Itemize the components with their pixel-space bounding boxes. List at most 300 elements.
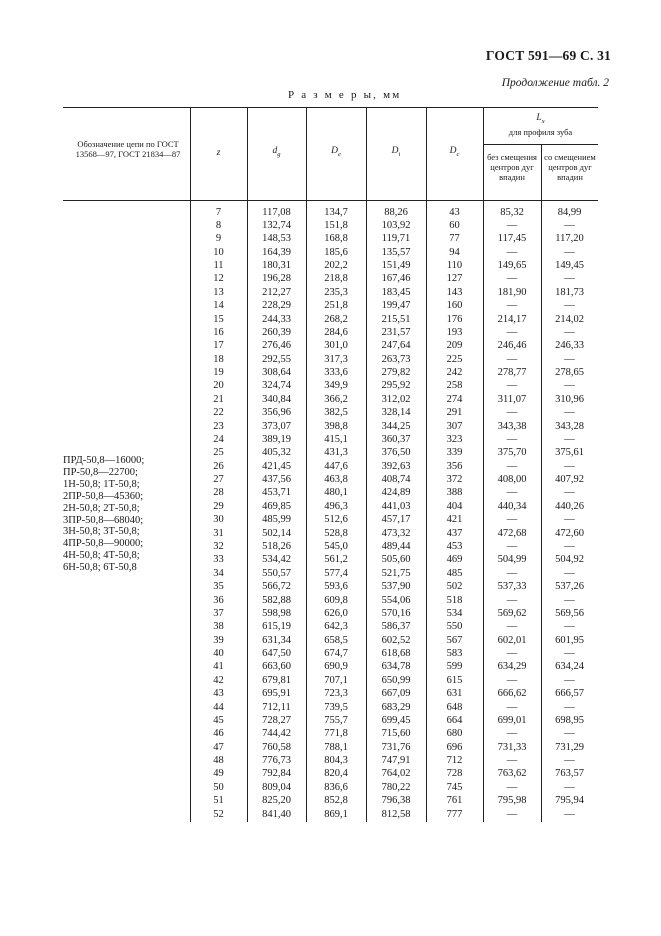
cell-Di: 263,73 [381, 353, 411, 365]
cell-Di: 489,44 [381, 541, 411, 552]
cell-Di: 312,02 [381, 393, 411, 405]
cell-lx-no-shift: — [506, 648, 518, 660]
cell-Di: 457,17 [381, 514, 411, 526]
cell-lx-no-shift: 440,34 [497, 500, 527, 512]
cell-Dc: 225 [446, 353, 463, 365]
cell-lx-shift: — [564, 781, 575, 793]
cell-d: 582,88 [262, 594, 291, 606]
cell-Dc: 291 [446, 407, 463, 419]
designation-line: 4ПР-50,8—90000; [63, 538, 144, 550]
cell-Di: 135,57 [381, 246, 411, 258]
cell-De: 869,1 [324, 808, 348, 820]
cell-lx-no-shift: — [506, 273, 518, 285]
cell-Dc: 777 [446, 808, 463, 820]
cell-lx-shift: — [564, 487, 575, 499]
cell-d: 308,64 [262, 367, 291, 379]
cell-lx-shift: — [564, 326, 575, 338]
cell-lx-shift: — [564, 460, 575, 472]
cell-z: 32 [213, 541, 224, 552]
cell-d: 792,84 [262, 768, 291, 780]
cell-lx-shift: — [564, 300, 575, 312]
cell-lx-shift: 214,02 [555, 313, 584, 325]
cell-lx-no-shift: 602,01 [497, 634, 527, 646]
cell-lx-shift: 246,33 [555, 340, 584, 352]
cell-z: 31 [213, 527, 224, 539]
cell-d: 728,27 [262, 714, 291, 726]
cell-d: 518,26 [262, 541, 291, 552]
cell-d: 744,42 [262, 728, 291, 740]
cell-De: 185,6 [324, 246, 348, 258]
cell-Di: 231,57 [381, 326, 411, 338]
cell-Di: 650,99 [381, 674, 411, 686]
cell-Dc: 127 [446, 273, 463, 285]
cell-De: 202,2 [324, 260, 348, 272]
cell-Di: 505,60 [381, 554, 411, 566]
cell-De: 463,8 [324, 474, 348, 486]
cell-Dc: 176 [446, 313, 463, 325]
cell-Di: 328,14 [381, 407, 411, 419]
cell-Di: 103,92 [381, 219, 411, 231]
cell-lx-no-shift: 278,77 [497, 367, 527, 379]
cell-z: 33 [213, 554, 224, 566]
cell-Di: 602,52 [381, 634, 411, 646]
cell-lx-no-shift: — [506, 433, 518, 445]
cell-z: 26 [213, 460, 224, 472]
cell-lx-no-shift: — [506, 246, 518, 258]
cell-lx-shift: 698,95 [555, 714, 584, 726]
cell-De: 577,4 [324, 567, 348, 579]
header-De: $D_e$ [331, 146, 341, 158]
cell-lx-no-shift: — [506, 460, 518, 472]
cell-Dc: 274 [446, 393, 463, 405]
cell-lx-shift: — [564, 380, 575, 392]
designation-line: 6Н-50,8; 6Т-50,8 [63, 562, 137, 574]
cell-De: 658,5 [324, 634, 348, 646]
cell-d: 164,39 [262, 246, 291, 258]
designation-line: 1Н-50,8; 1Т-50,8; [63, 478, 140, 490]
cell-Di: 295,92 [381, 380, 411, 392]
designation-line: 2Н-50,8; 2Т-50,8; [63, 502, 140, 514]
cell-lx-shift: 181,73 [555, 286, 584, 298]
cell-De: 268,2 [324, 313, 348, 325]
cell-d: 260,39 [262, 326, 291, 338]
cell-Dc: 356 [446, 460, 463, 472]
cell-Di: 683,29 [381, 701, 411, 713]
cell-lx-shift: — [564, 728, 575, 740]
cell-d: 292,55 [262, 353, 291, 365]
cell-Di: 731,76 [381, 741, 411, 753]
cell-lx-no-shift: — [506, 594, 518, 606]
cell-De: 301,0 [324, 340, 348, 352]
header-no-shift: без смещения центров дуг впадин [487, 152, 537, 182]
cell-De: 496,3 [324, 500, 348, 512]
cell-De: 820,4 [324, 768, 348, 780]
cell-z: 12 [213, 273, 224, 285]
cell-Dc: 437 [446, 527, 463, 539]
cell-lx-shift: — [564, 594, 575, 606]
cell-lx-no-shift: 666,62 [497, 688, 527, 700]
header-Lx: $L_x$ [536, 113, 545, 125]
cell-d: 148,53 [262, 233, 291, 245]
cell-De: 804,3 [324, 755, 348, 767]
cell-lx-no-shift: 795,98 [497, 795, 527, 807]
cell-d: 502,14 [262, 527, 291, 539]
designation-line: ПРД-50,8—16000; [63, 455, 145, 466]
cell-lx-shift: — [564, 514, 575, 526]
cell-d: 437,56 [262, 474, 291, 486]
cell-lx-shift: 343,28 [555, 420, 584, 432]
cell-De: 349,9 [324, 380, 348, 392]
cell-d: 324,74 [262, 380, 291, 392]
cell-z: 21 [213, 393, 224, 405]
cell-lx-shift: 149,45 [555, 260, 584, 272]
cell-lx-shift: 278,65 [555, 367, 584, 379]
cell-z: 10 [213, 246, 224, 258]
cell-lx-shift: 375,61 [555, 447, 584, 459]
cell-Dc: 209 [446, 340, 463, 352]
cell-lx-no-shift: — [506, 755, 518, 767]
cell-Di: 279,82 [381, 367, 411, 379]
header-z: z [216, 148, 221, 158]
cell-De: 415,1 [324, 433, 348, 445]
cell-De: 235,3 [324, 286, 348, 298]
cell-z: 30 [213, 514, 224, 526]
cell-d: 405,32 [262, 447, 291, 459]
cell-Dc: 110 [446, 260, 463, 272]
table-header-rule [63, 200, 598, 201]
cell-Dc: 307 [446, 420, 463, 432]
cell-Di: 747,91 [381, 755, 411, 767]
cell-lx-no-shift: — [506, 541, 518, 552]
cell-De: 739,5 [324, 701, 348, 713]
cell-lx-no-shift: — [506, 514, 518, 526]
cell-Dc: 631 [446, 688, 463, 700]
cell-Dc: 550 [446, 621, 463, 633]
cell-Dc: 193 [446, 326, 463, 338]
standard-code: ГОСТ 591—69 С. 31 [485, 48, 611, 63]
cell-z: 35 [213, 581, 224, 593]
cell-lx-no-shift: — [506, 701, 518, 713]
cell-lx-no-shift: — [506, 353, 518, 365]
cell-z: 34 [213, 567, 224, 579]
cell-z: 24 [213, 433, 224, 445]
cell-z: 45 [213, 714, 224, 726]
cell-De: 852,8 [324, 795, 348, 807]
cell-Dc: 680 [446, 728, 463, 740]
cell-d: 485,99 [262, 514, 291, 526]
cell-lx-shift: 731,29 [555, 741, 584, 753]
cell-d: 615,19 [262, 621, 291, 633]
table-top-rule [63, 107, 598, 108]
cell-Di: 586,37 [381, 621, 411, 633]
cell-De: 284,6 [324, 326, 348, 338]
cell-z: 16 [213, 326, 224, 338]
cell-lx-shift: — [564, 246, 575, 258]
cell-Di: 634,78 [381, 661, 411, 673]
cell-d: 760,58 [262, 741, 291, 753]
cell-lx-no-shift: 311,07 [497, 393, 527, 405]
cell-d: 598,98 [262, 607, 291, 619]
cell-z: 22 [213, 407, 224, 419]
cell-z: 40 [213, 648, 224, 660]
cell-lx-no-shift: 214,17 [497, 313, 527, 325]
cell-De: 168,8 [324, 233, 348, 245]
cell-z: 27 [213, 474, 224, 486]
cell-lx-shift: 472,60 [555, 527, 584, 539]
cell-z: 43 [213, 688, 224, 700]
cell-d: 550,57 [262, 567, 291, 579]
cell-De: 218,8 [324, 273, 348, 285]
cell-d: 809,04 [262, 781, 291, 793]
cell-lx-shift: 117,20 [555, 233, 584, 245]
cell-z: 18 [213, 353, 224, 365]
cell-De: 642,3 [324, 621, 348, 633]
cell-z: 29 [213, 500, 224, 512]
cell-Dc: 258 [446, 380, 463, 392]
cell-De: 690,9 [324, 661, 348, 673]
cell-d: 453,71 [262, 487, 291, 499]
cell-lx-shift: 407,92 [555, 474, 584, 486]
cell-z: 7 [215, 206, 222, 218]
cell-Di: 570,16 [381, 607, 411, 619]
cell-lx-shift: — [564, 407, 575, 419]
cell-Di: 408,74 [381, 474, 411, 486]
cell-Di: 699,45 [381, 714, 411, 726]
cell-Dc: 583 [446, 648, 463, 660]
cell-lx-shift: — [564, 755, 575, 767]
cell-De: 771,8 [324, 728, 348, 740]
cell-lx-no-shift: — [506, 407, 518, 419]
cell-z: 36 [213, 594, 224, 606]
cell-lx-no-shift: 246,46 [497, 340, 527, 352]
cell-lx-no-shift: 149,65 [497, 260, 527, 272]
cell-Di: 812,58 [381, 808, 411, 820]
cell-z: 25 [213, 447, 224, 459]
cell-z: 17 [213, 340, 224, 352]
cell-z: 44 [213, 701, 224, 713]
cell-lx-shift: 634,24 [555, 661, 584, 673]
cell-lx-no-shift: 731,33 [497, 741, 527, 753]
cell-De: 545,0 [324, 541, 348, 552]
cell-d: 663,60 [262, 661, 291, 673]
cell-lx-shift: — [564, 621, 575, 633]
cell-d: 647,50 [262, 648, 291, 660]
cell-lx-no-shift: 634,29 [497, 661, 527, 673]
cell-Di: 796,38 [381, 795, 411, 807]
cell-De: 561,2 [324, 554, 348, 566]
cell-Dc: 615 [446, 674, 463, 686]
cell-lx-no-shift: — [506, 728, 518, 740]
cell-Di: 167,46 [381, 273, 411, 285]
cell-Di: 119,71 [381, 233, 411, 245]
cell-De: 382,5 [324, 407, 348, 419]
designation-line: 3Н-50,8; 3Т-50,8; [63, 526, 140, 538]
cell-lx-no-shift: — [506, 781, 518, 793]
cell-De: 480,1 [324, 487, 348, 499]
cell-De: 755,7 [324, 714, 348, 726]
cell-Dc: 94 [449, 246, 460, 258]
cell-Dc: 242 [446, 367, 463, 379]
header-shift: со смещением центров дуг впадин [544, 152, 596, 182]
cell-Di: 618,68 [381, 648, 411, 660]
cell-d: 244,33 [262, 313, 291, 325]
cell-De: 447,6 [324, 460, 348, 472]
cell-d: 356,96 [262, 407, 291, 419]
cell-Di: 537,90 [381, 581, 411, 593]
cell-z: 15 [213, 313, 224, 325]
cell-d: 196,28 [262, 273, 291, 285]
cell-z: 47 [213, 741, 224, 753]
cell-lx-shift: — [564, 808, 575, 820]
cell-Dc: 712 [446, 755, 463, 767]
cell-d: 373,07 [262, 420, 291, 432]
cell-Di: 441,03 [381, 500, 411, 512]
cell-d: 712,11 [262, 701, 291, 713]
cell-Di: 376,50 [381, 447, 411, 459]
cell-z: 19 [213, 367, 224, 379]
cell-Dc: 453 [446, 541, 463, 552]
cell-lx-shift: — [564, 701, 575, 713]
designation-line: ПР-50,8—22700; [63, 466, 138, 478]
designation-line: 3ПР-50,8—68040; [63, 514, 144, 526]
header-tooth-profile: для профиля зуба [508, 127, 573, 137]
cell-Dc: 648 [446, 701, 463, 713]
cell-d: 841,40 [262, 808, 291, 820]
cell-Dc: 534 [446, 607, 463, 619]
cell-z: 46 [213, 728, 224, 740]
cell-De: 317,3 [324, 353, 348, 365]
cell-lx-no-shift: 537,33 [497, 581, 527, 593]
cell-Dc: 485 [446, 567, 463, 579]
cell-d: 631,34 [262, 634, 291, 646]
cell-lx-no-shift: — [506, 219, 518, 231]
cell-Dc: 761 [446, 795, 463, 807]
cell-Dc: 469 [446, 554, 463, 566]
cell-lx-no-shift: — [506, 326, 518, 338]
cell-De: 151,8 [324, 219, 348, 231]
cell-Di: 521,75 [381, 567, 411, 579]
cell-Di: 360,37 [381, 433, 411, 445]
cell-z: 52 [213, 808, 224, 820]
cell-z: 49 [213, 768, 224, 780]
cell-lx-no-shift: — [506, 487, 518, 499]
cell-Di: 344,25 [381, 420, 411, 432]
cell-lx-no-shift: — [506, 621, 518, 633]
cell-z: 20 [213, 380, 224, 392]
cell-De: 398,8 [324, 420, 348, 432]
cell-lx-shift: — [564, 541, 575, 552]
cell-d: 566,72 [262, 581, 291, 593]
cell-d: 180,31 [262, 260, 291, 272]
cell-lx-no-shift: — [506, 300, 518, 312]
cell-d: 276,46 [262, 340, 291, 352]
cell-z: 48 [213, 755, 224, 767]
cell-d: 825,20 [262, 795, 291, 807]
cell-Dc: 664 [446, 714, 463, 726]
cell-d: 695,91 [262, 688, 291, 700]
cell-lx-no-shift: 763,62 [497, 768, 527, 780]
cell-Dc: 339 [446, 447, 463, 459]
cell-lx-shift: 504,92 [555, 554, 584, 566]
cell-Di: 715,60 [381, 728, 411, 740]
cell-lx-no-shift: 375,70 [497, 447, 527, 459]
designation-line: 2ПР-50,8—45360; [63, 490, 144, 502]
cell-lx-shift: — [564, 273, 575, 285]
cell-Dc: 60 [449, 219, 460, 231]
cell-Dc: 160 [446, 300, 463, 312]
header-d: $d_g$ [272, 146, 281, 158]
cell-Dc: 745 [446, 781, 463, 793]
cell-Di: 215,51 [381, 313, 411, 325]
cell-z: 42 [213, 674, 224, 686]
cell-d: 469,85 [262, 500, 291, 512]
cell-lx-no-shift: 117,45 [497, 233, 527, 245]
cell-z: 13 [213, 286, 224, 298]
cell-lx-no-shift: 85,32 [500, 206, 524, 218]
cell-d: 679,81 [262, 674, 291, 686]
cell-Di: 780,22 [381, 781, 411, 793]
cell-lx-shift: 84,99 [557, 206, 582, 218]
cell-De: 788,1 [324, 741, 348, 753]
cell-De: 674,7 [324, 648, 348, 660]
cell-d: 534,42 [262, 554, 291, 566]
cell-lx-no-shift: 343,38 [497, 420, 527, 432]
cell-Di: 88,26 [384, 206, 408, 218]
cell-z: 37 [213, 607, 224, 619]
cell-Dc: 43 [449, 206, 460, 218]
cell-De: 366,2 [324, 393, 348, 405]
cell-Dc: 728 [446, 768, 463, 780]
cell-Dc: 518 [446, 594, 463, 606]
cell-Dc: 567 [446, 634, 463, 646]
cell-De: 512,6 [324, 514, 348, 526]
table-continuation: Продолжение табл. 2 [501, 77, 609, 89]
cell-d: 776,73 [262, 755, 291, 767]
cell-De: 528,8 [324, 527, 348, 539]
cell-d: 340,84 [262, 393, 291, 405]
cell-d: 212,27 [262, 286, 291, 298]
cell-De: 431,3 [324, 447, 348, 459]
cell-Dc: 323 [446, 433, 463, 445]
designation-line: 4Н-50,8; 4Т-50,8; [63, 550, 140, 562]
cell-z: 9 [215, 233, 222, 245]
cell-z: 41 [213, 661, 224, 673]
cell-z: 8 [215, 219, 222, 231]
cell-lx-shift: 795,94 [555, 795, 584, 807]
cell-lx-no-shift: — [506, 808, 518, 820]
cell-De: 836,6 [324, 781, 348, 793]
cell-lx-no-shift: 408,00 [497, 474, 527, 486]
cell-De: 609,8 [324, 594, 348, 606]
cell-Di: 392,63 [381, 460, 411, 472]
cell-Dc: 421 [446, 514, 463, 526]
cell-lx-shift: 569,56 [555, 607, 584, 619]
cell-Di: 554,06 [381, 594, 411, 606]
cell-lx-shift: 666,57 [555, 688, 584, 700]
cell-Di: 764,02 [381, 768, 411, 780]
chain-designation-list [63, 455, 144, 574]
cell-lx-shift: — [564, 433, 575, 445]
cell-z: 38 [213, 621, 224, 633]
cell-Dc: 404 [446, 500, 463, 512]
cell-lx-shift: 601,95 [555, 634, 584, 646]
cell-z: 28 [213, 487, 224, 499]
cell-z: 11 [213, 260, 224, 272]
cell-d: 132,74 [262, 219, 291, 231]
cell-lx-shift: — [564, 648, 575, 660]
cell-lx-no-shift: — [506, 380, 518, 392]
cell-z: 39 [213, 634, 224, 646]
